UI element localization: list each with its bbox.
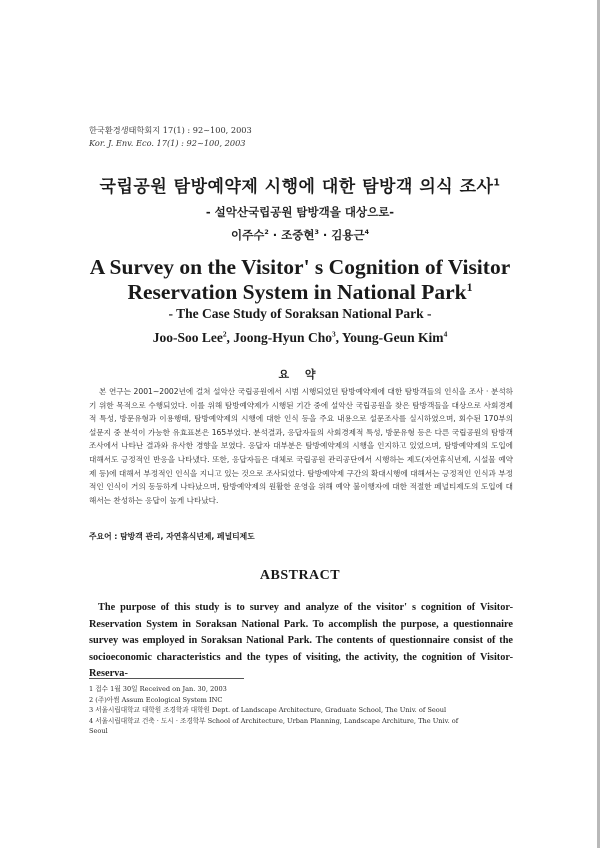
title-english-line-2 (0, 280, 600, 305)
subtitle-english: - The Case Study of Soraksan National Park - (168, 306, 432, 321)
author-ko-2-mark: 3 (314, 229, 319, 237)
author-ko-2: 조중현 (281, 228, 315, 242)
author-ko-1-mark: 2 (264, 229, 269, 237)
author-en-3: Young-Geun Kim (341, 330, 444, 345)
korean-abstract-heading: 요 약 (278, 368, 322, 381)
author-en-3-mark: 4 (443, 329, 448, 339)
author-en-2: Joong-Hyun Cho (233, 330, 332, 345)
title-korean-footnote-mark: 1 (493, 177, 501, 189)
korean-abstract (89, 385, 513, 507)
author-en-1: Joo-Soo Lee (152, 330, 223, 345)
author-en-2-mark: 3 (331, 329, 336, 339)
title-english-line-2-text: Reservation System in National Park (127, 280, 467, 304)
footnote-4: 4 서울시립대학교 건축 · 도시 · 조경학부 School of Architecture, Urban Planning, Landscape Architure, The Univ. of (89, 716, 459, 725)
english-abstract (89, 600, 513, 683)
subtitle-korean: - 설악산국립공원 탐방객을 대상으로- (205, 205, 395, 219)
footnote-4-continued: Seoul (89, 727, 108, 736)
author-ko-1: 이주수 (230, 228, 265, 242)
authors-english: Joo-Soo Lee$^2$, Joong-Hyun Cho$^3$, Young-Geun Kim$^4$ (152, 329, 448, 345)
authors-korean (0, 227, 600, 243)
english-abstract-text: The purpose of this study is to survey and analyze of the visitor' s cognition of Visitor-Reservation System in Soraksan National Park. To accomplish the purpose, a questionnaire survey was employed in Soraksan National Park. The contents of questionnaire consist of the socioeconomic characteristics and the types of visiting, the activity, the cognition of Visitor-Reserva- (89, 602, 513, 679)
author-ko-3-mark: 4 (364, 229, 369, 237)
author-en-1-mark: 2 (222, 329, 227, 339)
footnotes (89, 684, 513, 737)
author-ko-3: 김용근 (331, 228, 365, 242)
author-separator: · (322, 228, 328, 242)
journal-citation-en: Kor. J. Env. Eco. 17(1) : 92~100, 2003 (89, 138, 246, 148)
footnote-1: 1 접수 1월 30일 Received on Jan. 30, 2003 (89, 685, 227, 693)
title-korean (0, 172, 600, 197)
title-english (0, 255, 600, 305)
title-korean-text: 국립공원 탐방예약제 시행에 대한 탐방객 의식 조사 (99, 177, 494, 197)
journal-citation-ko: 한국환경생태학회지 17(1) : 92~100, 2003 (89, 125, 252, 135)
korean-abstract-text: 본 연구는 2001~2002년에 걸쳐 설악산 국립공원에서 시범 시행되었던 탐방예약제에 대한 탐방객들의 인식을 조사 · 분석하기 위한 목적으로 수행되었다. 이를 위해 탐방예약제가 시행된 기간 중에 설악산 국립공원을 찾은 탐방객들을 대상으로 사회경제적 특성, 방문유형과 이용행태, 탐방예약제의 시행에 대한 인식 등을 주요 내용으로 설문조사를 실시하였으며, 회수된 170부의 설문지 중 분석이 가능한 유효표본은 165부였다. 분석결과, 응답자들의 사회경제적 특성, 방문유형 등은 다른 국립공원의 탐방객 조사에서 나타난 결과와 유사한 경향을 보였다. 응답자 대부분은 탐방예약제의 시행을 인지하고 있었으며, 탐방예약제의 도입에 대해서도 긍정적인 반응을 나타냈다. 또한, 응답자들은 대체로 국립공원 관리공단에서 시행하는 제도(자연휴식년제, 시설물 예약제 등)에 대해서 부정적인 인식을 지니고 있는 것으로 조사되었다. 탐방예약제 구간의 확대시행에 대해서는 긍정적인 인식과 부정적인 인식이 거의 동등하게 나타났으며, 탐방예약제의 원활한 운영을 위해 예약 불이행자에 대한 적절한 페널티제도의 도입에 대해서는 찬성하는 응답이 높게 나타났다. (89, 387, 513, 505)
keywords: 주요어 : 탐방객 관리, 자연휴식년제, 페널티제도 (89, 532, 255, 541)
author-separator: · (272, 228, 278, 242)
journal-citation (89, 124, 252, 150)
title-english-line-1: A Survey on the Visitor' s Cognition of Visitor (89, 255, 511, 279)
footnote-2: 2 (주)아썸 Assum Ecological System INC (89, 695, 223, 704)
title-english-footnote-mark: 1 (466, 279, 473, 294)
footnote-rule (89, 678, 244, 679)
english-abstract-heading: ABSTRACT (259, 568, 341, 583)
footnote-3: 3 서울시립대학교 대학원 조경학과 대학원 Dept. of Landscape Architecture, Graduate School, The Univ. of Seoul (89, 706, 447, 715)
